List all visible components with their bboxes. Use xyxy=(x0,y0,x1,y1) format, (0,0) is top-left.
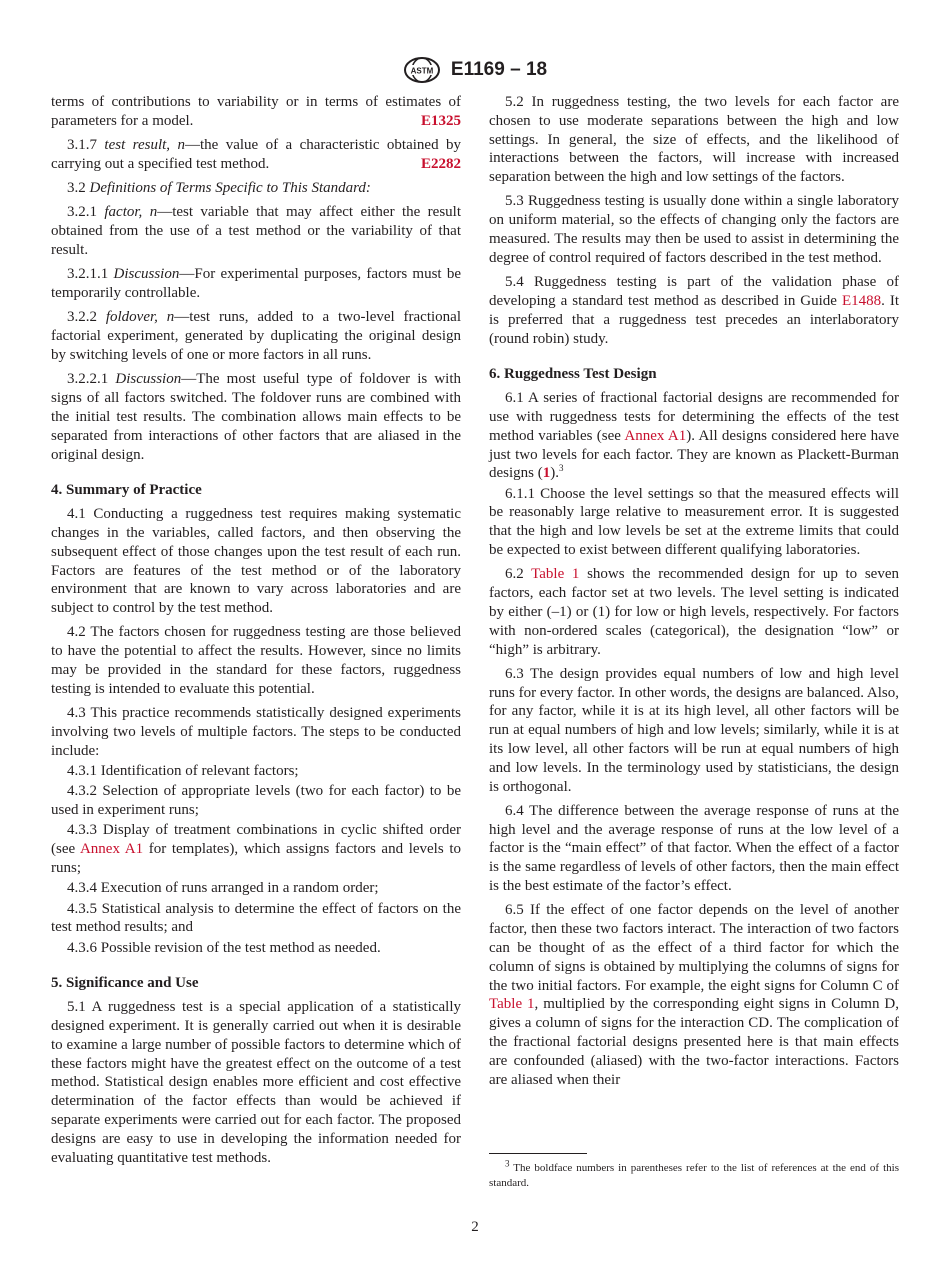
text: 6.5 If the effect of one factor depends on the level of another factor, then these two factors interact. The interaction of two factors can be thought of as the effect of a third factor for which the column of signs is obtained by multiplying the columns of signs for the two initial factors. For example, the eight signs for Column C of xyxy=(489,902,899,994)
paragraph xyxy=(51,762,461,781)
paragraph xyxy=(51,203,461,259)
standard-reference-link[interactable]: E2282 xyxy=(420,155,461,172)
text: 4.2 The factors chosen for ruggedness testing are those believed to have the potential to affect the results. However, since no limits may be provided in the standard for these factors, ruggedness testing is intended to evaluate this potential. xyxy=(51,624,461,697)
paragraph xyxy=(489,485,899,560)
text: 4.3.5 Statistical analysis to determine the effect of factors on the test method results; and xyxy=(51,900,461,936)
paragraph xyxy=(51,308,461,364)
text: 6.3 The design provides equal numbers of low and high level runs for every factor. In other words, the designs are balanced. Also, for any factor, while it is at its high level, all other factors will be run at equal numbers of high and low levels; similarly, while it is at its low level, all other factors will be run at equal numbers of high and low levels. In the terminology used by statisticians, the design is orthogonal. xyxy=(489,665,899,795)
paragraph xyxy=(51,821,461,877)
text: 6. Ruggedness Test Design xyxy=(489,366,657,383)
paragraph xyxy=(51,370,461,464)
text: 4.3.1 Identification of relevant factors; xyxy=(67,763,299,779)
paragraph xyxy=(51,939,461,958)
cross-reference-link[interactable]: Table 1 xyxy=(531,566,580,583)
paragraph xyxy=(489,93,899,187)
paragraph xyxy=(489,901,899,1089)
paragraph xyxy=(51,93,461,131)
reference-link[interactable]: 1 xyxy=(542,465,551,482)
section-heading xyxy=(51,974,461,993)
right-column xyxy=(489,93,899,1095)
text: 3.2 xyxy=(67,180,90,197)
text: 6.1 A series of fractional factorial designs are recommended for use with ruggedness tests for determining the effects of the test method variables (see xyxy=(489,390,899,444)
text: 5.4 Ruggedness testing is part of the validation phase of developing a standard test method as described in Guide xyxy=(489,274,899,309)
text: for templates), which assigns factors and levels to runs; xyxy=(51,841,461,876)
paragraph xyxy=(51,998,461,1167)
paragraph xyxy=(51,505,461,618)
text: 4.3.4 Execution of runs arranged in a random order; xyxy=(67,880,379,897)
footnote-divider xyxy=(489,1153,587,1154)
term: foldover, n xyxy=(105,309,175,326)
text: —test runs, added to a two-level fractional factorial experiment, generated by duplicating the original design by switching levels of one or more factors in all runs. xyxy=(51,309,461,364)
term: factor, n xyxy=(104,204,158,221)
cross-reference-link[interactable]: E1488 xyxy=(841,292,882,309)
paragraph xyxy=(489,802,899,896)
text: 3.2.2 xyxy=(67,309,106,326)
text: 5.2 In ruggedness testing, the two levels for each factor are chosen to use moderate separations between the high and low settings. In general, the size of effects, and the likelihood of interactions between the factors, will increase with increased separation between the high and low settings of the factors. xyxy=(489,94,899,186)
text: —For experimental purposes, factors must be temporarily controllable. xyxy=(51,266,461,302)
astm-logo-icon xyxy=(403,56,441,84)
text: 5. Significance and Use xyxy=(51,975,199,992)
term: Discussion xyxy=(113,266,180,283)
page-header xyxy=(0,56,950,84)
paragraph xyxy=(489,273,899,348)
footnote-text: The boldface numbers in parentheses refer to the list of references at the end of this standard. xyxy=(489,1162,899,1189)
text: 3.2.1 xyxy=(67,204,105,221)
term: Definitions of Terms Specific to This Standard: xyxy=(89,180,371,197)
paragraph xyxy=(489,565,899,659)
text: 4.3 This practice recommends statistically designed experiments involving two levels of multiple factors. The steps to be conducted include: xyxy=(51,705,461,759)
left-column xyxy=(51,93,461,1173)
paragraph xyxy=(489,192,899,267)
text: 5.1 A ruggedness test is a special application of a statistically designed experiment. It is generally carried out when it is desirable to examine a large number of possible factors to determine which of these factors might have the greatest effect on the outcome of a test method. Statistical design enables more efficient and cost effective determination of the factor effects than would be achieved if separate experiments were carried out for each factor. The proposed designs are easy to use in developing the information needed for evaluating quantitative test methods. xyxy=(51,999,461,1166)
term: Discussion xyxy=(115,371,182,388)
paragraph xyxy=(51,879,461,898)
footnote-marker: 3 xyxy=(505,1158,510,1169)
text: 5.3 Ruggedness testing is usually done within a single laboratory on uniform material, so the effects of changing only the factors are measured. The results may then be used to assist in determining the degree of control required of factors described in the test method. xyxy=(489,193,899,266)
text: , multiplied by the corresponding eight signs in Column D, gives a column of signs for the interaction CD. The complication of the fractional factorial designs presented here is that main effects are confounded (aliased) with the two-factor interactions. Factors are aliased when their xyxy=(489,996,899,1088)
text: 4.1 Conducting a ruggedness test requires making systematic changes in the variables, called factors, and then observing the subsequent effect of those changes upon the test result of each run. Factors are features of the test method or of the laboratory environment that are known to vary across laboratories and are subject to control by the test method. xyxy=(51,506,461,617)
text: —the value of a characteristic obtained by carrying out a specified test method. xyxy=(51,137,461,172)
paragraph xyxy=(51,704,461,760)
text: 6.1.1 Choose the level settings so that the measured effects will be reasonably large relative to measurement error. It is suggested that the high and low levels be set at the extreme limits that could be expected to exist between different qualifying laboratories. xyxy=(489,485,899,559)
text: —The most useful type of foldover is with signs of all factors switched. The foldover runs are combined with the initial test results. The combination allows main effects to be separated from interactions of other factors that are aliased in the original design. xyxy=(51,371,461,463)
cross-reference-link[interactable]: Annex A1 xyxy=(624,427,687,444)
standard-reference-link[interactable]: E1325 xyxy=(420,112,461,129)
footnote xyxy=(489,1158,899,1191)
paragraph xyxy=(51,782,461,820)
cross-reference-link[interactable]: Table 1 xyxy=(489,996,535,1013)
text: ). xyxy=(550,465,559,482)
text: 3.2.2.1 xyxy=(67,371,116,388)
text: —test variable that may affect either the result obtained from the use of a test method or the variability of that result. xyxy=(51,204,462,259)
paragraph xyxy=(489,665,899,797)
document-designation: E1169 – 18 xyxy=(450,59,548,80)
paragraph xyxy=(51,623,461,698)
text: 4.3.2 Selection of appropriate levels (two for each factor) to be used in experiment runs; xyxy=(51,783,461,819)
cross-reference-link[interactable]: Annex A1 xyxy=(79,841,144,858)
paragraph xyxy=(51,179,461,198)
section-heading xyxy=(489,365,899,384)
text: 6.2 xyxy=(505,566,532,583)
text: . It is preferred that a ruggedness test precedes an interlaboratory (round robin) study. xyxy=(489,292,899,347)
footnote-reference[interactable]: 3 xyxy=(559,463,564,474)
text: 4. Summary of Practice xyxy=(51,482,202,499)
text: 4.3.6 Possible revision of the test method as needed. xyxy=(67,939,381,956)
term: test result, n xyxy=(104,137,185,154)
text: 3.1.7 xyxy=(67,137,105,154)
text: shows the recommended design for up to seven factors, each factor set at two levels. The level setting is indicated by either (–1) or (1) for low or high levels, respectively. For factors with non-ordered scales (categorical), the designation “low” or “high” is arbitrary. xyxy=(489,566,899,658)
text: 6.4 The difference between the average response of runs at the high level and the average response of runs at the low level of a factor is the “main effect” of that factor. When the effect of a factor is the same regardless of levels of other factors, then the main effect is the best estimate of the factor’s effect. xyxy=(489,802,899,895)
text: 4.3.3 Display of treatment combinations in cyclic shifted order (see xyxy=(51,822,461,858)
page-number: 2 xyxy=(471,1219,479,1235)
text: terms of contributions to variability or in terms of estimates of parameters for a model. xyxy=(51,94,461,129)
paragraph xyxy=(489,389,899,483)
svg-text:ASTM: ASTM xyxy=(410,66,434,76)
paragraph xyxy=(51,136,461,174)
text: ). All designs considered here have just two levels for each factor. They are known as Plackett-Burman designs ( xyxy=(489,427,899,482)
paragraph xyxy=(51,900,461,938)
text: 3.2.1.1 xyxy=(67,266,114,283)
section-heading xyxy=(51,481,461,500)
paragraph xyxy=(51,265,461,303)
